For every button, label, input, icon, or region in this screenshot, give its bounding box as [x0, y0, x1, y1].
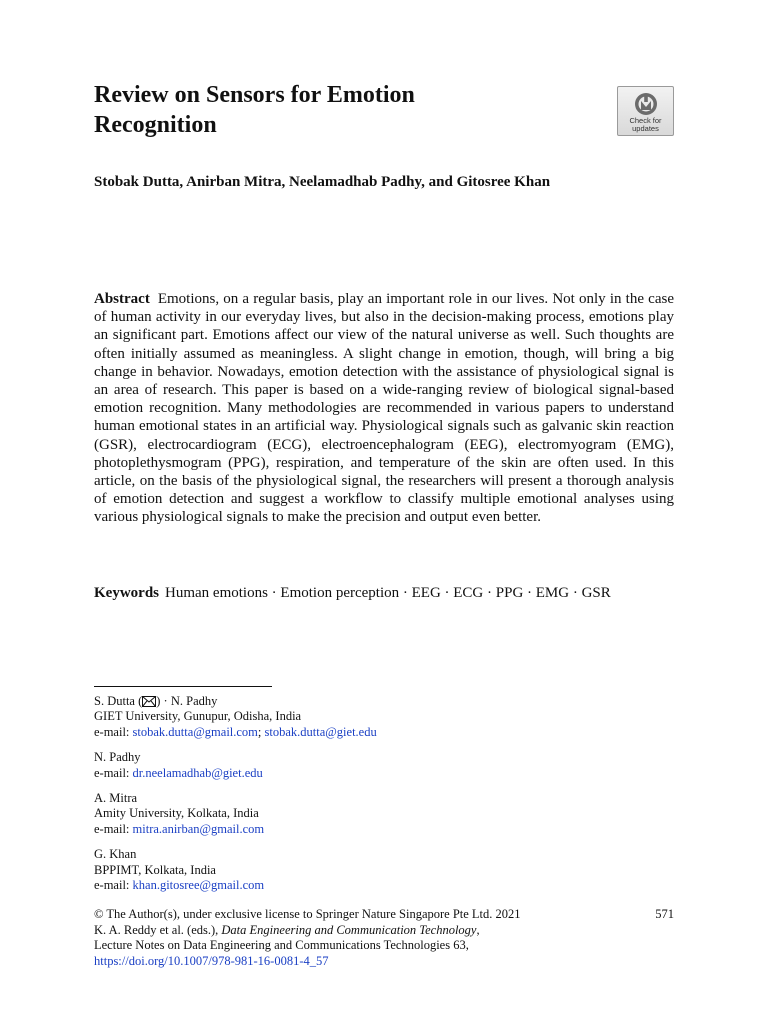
badge-line-1: Check for [629, 116, 662, 125]
affiliation-mitra [94, 791, 674, 837]
affiliation-padhy [94, 750, 674, 781]
copyright-line: © The Author(s), under exclusive license to Springer Nature Singapore Pte Ltd. 2021 [94, 907, 521, 921]
affiliations [94, 694, 674, 903]
email-link[interactable]: mitra.anirban@gmail.com [132, 821, 265, 836]
email-label: e-mail: [94, 765, 133, 780]
affiliation-email [94, 766, 674, 781]
book-title: Data Engineering and Communication Technology [221, 922, 477, 937]
author-name-prefix: S. Dutta ( [94, 694, 143, 708]
title-line-2: Recognition [94, 112, 217, 138]
affiliation-email [94, 822, 674, 837]
abstract [94, 290, 674, 527]
affiliation-org: Amity University, Kolkata, India [94, 806, 259, 821]
email-separator: ; [257, 724, 265, 739]
affiliation-dutta [94, 694, 674, 740]
publication-footer [94, 907, 674, 969]
email-label: e-mail: [94, 878, 133, 893]
keywords [94, 584, 674, 603]
abstract-text: Emotions, on a regular basis, play an important role in our lives. Not only in the case of human activity in our everyday lives, but also in the decision-making process, emotions play an significant part. Emotions affect our view of the natural universe as well. Such thoughts are often initially assumed as meaningless. A slight change in emotion, though, will bring a big change in behavior. Nowadays, emotion detection with the assistance of physiological signal is an area of research. This paper is based on a wide-ranging review of biological signal-based emotion recognition. Many methodologies are recommended in various papers to understand human emotional states in an artificial way. Physiological signals such as galvanic skin reaction (GSR), electrocardiogram (ECG), electroencephalogram (EEG), electromyogram (EMG), photoplethysmogram (PPG), respiration, and temperature of the skin are often used. In this article, on the basis of the physiological signal, the researchers will present a thorough analysis of emotion detection and suggest a workflow to classify multiple emotional analyses using various physiological signals to make the precision and output even better. [94, 291, 674, 526]
affiliation-org: GIET University, Gunupur, Odisha, India [94, 709, 302, 724]
series-line: Lecture Notes on Data Engineering and Communications Technologies 63, [94, 938, 469, 953]
paper-page [94, 0, 674, 1024]
email-label: e-mail: [94, 821, 133, 836]
email-link[interactable]: khan.gitosree@gmail.com [132, 878, 265, 893]
editors-line [94, 923, 674, 939]
abstract-label: Abstract [94, 291, 150, 307]
crossmark-icon [632, 91, 660, 117]
affiliation-name: A. Mitra [94, 791, 138, 806]
email-label: e-mail: [94, 724, 133, 739]
badge-line-2: updates [632, 124, 659, 133]
affiliation-email [94, 725, 674, 740]
email-link[interactable]: dr.neelamadhab@giet.edu [132, 765, 263, 780]
affiliation-name: G. Khan [94, 847, 137, 862]
keywords-label: Keywords [94, 585, 159, 601]
email-link[interactable]: stobak.dutta@giet.edu [264, 724, 377, 739]
affiliation-org: BPPIMT, Kolkata, India [94, 862, 216, 877]
affiliation-name: N. Padhy [94, 750, 141, 765]
title-line-1: Review on Sensors for Emotion [94, 82, 415, 108]
keywords-text: Human emotions · Emotion perception · EEG · ECG · PPG · EMG · GSR [165, 585, 611, 601]
footnote-divider [94, 686, 272, 687]
affiliation-khan [94, 847, 674, 893]
editors-text: K. A. Reddy et al. (eds.), [94, 922, 222, 937]
paper-title [94, 80, 554, 140]
affiliation-email [94, 878, 674, 893]
affiliation-name [94, 694, 674, 709]
check-for-updates-badge[interactable] [617, 86, 674, 136]
email-link[interactable]: stobak.dutta@gmail.com [132, 724, 258, 739]
doi-link[interactable]: https://doi.org/10.1007/978-981-16-0081-4_57 [94, 953, 329, 968]
author-list: Stobak Dutta, Anirban Mitra, Neelamadhab Padhy, and Gitosree Khan [94, 174, 551, 190]
book-title-suffix: , [476, 922, 480, 937]
page-number: 571 [655, 907, 674, 921]
author-name-suffix: ) · N. Padhy [156, 694, 218, 708]
envelope-icon[interactable] [142, 696, 156, 707]
